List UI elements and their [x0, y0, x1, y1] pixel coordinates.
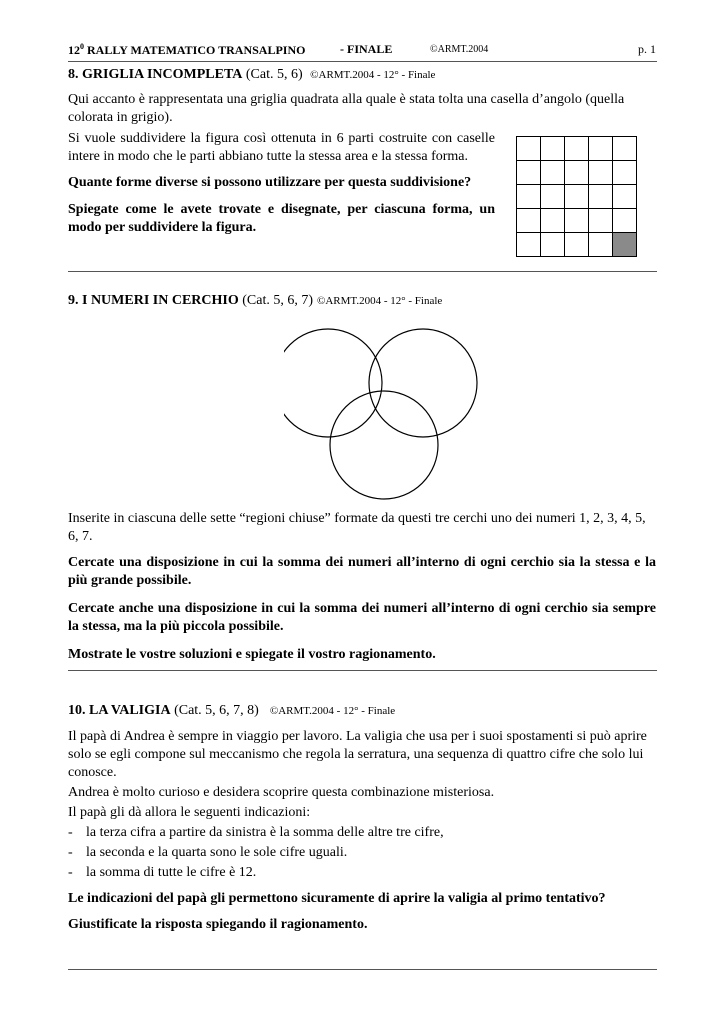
incomplete-grid-figure: [516, 136, 637, 257]
grid-cell: [589, 137, 613, 161]
problem-10: [68, 702, 656, 934]
list-item: [68, 864, 656, 882]
grid-cell: [565, 161, 589, 185]
list-item: [68, 844, 656, 862]
problem-10-paragraph-3: Il papà gli dà allora le seguenti indicazioni:: [68, 805, 311, 820]
grid-cell: [613, 209, 637, 233]
circle-right: [369, 329, 477, 437]
problem-9-statement: Inserite in ciascuna delle sette “regioni chiuse” formate da questi tre cerchi uno dei numeri 1, 2, 3, 4, 5, 6, 7.: [68, 511, 646, 544]
grid-cell: [589, 185, 613, 209]
problem-10-paragraph-1: Il papà di Andrea è sempre in viaggio per lavoro. La valigia che usa per i suoi spostamenti si può aprire solo se egli compone sul meccanismo che regola la serratura, una sequenza di quattro cifre che solo lui conosce.: [68, 729, 647, 780]
problem-8-instruction: Spiegate come le avete trovate e disegnate, per ciascuna forma, un modo per suddividere la figura.: [68, 202, 495, 235]
section-rule: [68, 271, 657, 272]
list-item: [68, 824, 656, 842]
problem-10-title: [68, 702, 656, 720]
problem-8-intro: Qui accanto è rappresentata una griglia quadrata alla quale è stata tolta una casella d’angolo (quella colorata in grigio).: [68, 92, 625, 125]
problem-9-question-2: Cercate anche una disposizione in cui la somma dei numeri all’interno di ogni cerchio sia sempre la stessa, ma la più piccola possibile.: [68, 601, 656, 634]
problem-10-question: Le indicazioni del papà gli permettono sicuramente di aprire la valigia al primo tentativo?: [68, 891, 606, 906]
problem-8-task: Si vuole suddividere la figura così ottenuta in 6 parti costruite con caselle intere in modo che le parti abbiano tutte la stessa area e la stessa forma.: [68, 131, 495, 164]
grid-cell: [565, 185, 589, 209]
problem-9-question-1: Cercate una disposizione in cui la somma dei numeri all’interno di ogni cerchio sia la stessa e la più grande possibile.: [68, 555, 656, 588]
problem-10-instruction: Giustificate la risposta spiegando il ragionamento.: [68, 917, 368, 932]
edition-number: 12: [68, 43, 80, 57]
grid-cell: [517, 161, 541, 185]
grid-cell: [613, 137, 637, 161]
header-copyright: ©ARMT.2004: [430, 44, 489, 55]
problem-title-text: 8. GRIGLIA INCOMPLETA: [68, 67, 243, 82]
problem-categories: (Cat. 5, 6, 7, 8): [174, 703, 259, 718]
problem-categories: (Cat. 5, 6, 7): [242, 293, 313, 308]
list-item-text: la somma di tutte le cifre è 12.: [86, 865, 257, 880]
grid-cell: [541, 233, 565, 257]
grid-cell: [517, 185, 541, 209]
bullet-dash: -: [68, 865, 73, 880]
problem-9-title: [68, 292, 656, 310]
problem-credit: ©ARMT.2004 - 12° - Finale: [317, 295, 443, 307]
problem-9-text: [68, 510, 656, 664]
grid-cell: [517, 137, 541, 161]
circle-left: [284, 329, 382, 437]
header-edition: [68, 42, 305, 58]
edition-suffix: 0: [80, 42, 84, 51]
grid-cell: [613, 185, 637, 209]
list-item-text: la terza cifra a partire da sinistra è la somma delle altre tre cifre,: [86, 825, 444, 840]
grid-svg: [516, 136, 637, 257]
grid-cell: [541, 209, 565, 233]
problem-9: [68, 292, 656, 310]
footer-rule: [68, 969, 657, 970]
grid-cell: [589, 209, 613, 233]
edition-title: RALLY MATEMATICO TRANSALPINO: [87, 43, 306, 57]
grid-cell: [565, 233, 589, 257]
problem-title-text: 9. I NUMERI IN CERCHIO: [68, 293, 239, 308]
problem-9-instruction: Mostrate le vostre soluzioni e spiegate il vostro ragionamento.: [68, 647, 436, 662]
grid-cell: [565, 137, 589, 161]
grid-cell: [589, 161, 613, 185]
problem-categories: (Cat. 5, 6): [245, 67, 303, 82]
grid-cell: [517, 233, 541, 257]
problem-credit: ©ARMT.2004 - 12° - Finale: [269, 705, 396, 717]
grid-cell: [541, 161, 565, 185]
grid-cell: [613, 161, 637, 185]
header-page-number: p. 1: [638, 42, 656, 56]
problem-credit: ©ARMT.2004 - 12° - Finale: [310, 69, 436, 81]
problem-8-title: [68, 66, 656, 84]
problem-10-paragraph-2: Andrea è molto curioso e desidera scoprire questa combinazione misteriosa.: [68, 785, 495, 800]
circle-bottom: [330, 391, 438, 499]
grid-cell-removed: [613, 233, 637, 257]
circles-svg: [284, 326, 484, 502]
grid-cell: [541, 137, 565, 161]
grid-cell: [589, 233, 613, 257]
header-rule: [68, 61, 657, 62]
bullet-dash: -: [68, 825, 73, 840]
problem-title-text: 10. LA VALIGIA: [68, 703, 171, 718]
bullet-dash: -: [68, 845, 73, 860]
header-stage: - FINALE: [340, 42, 393, 56]
problem-8-question: Quante forme diverse si possono utilizzare per questa suddivisione?: [68, 175, 472, 190]
three-circles-figure: [284, 326, 484, 502]
list-item-text: la seconda e la quarta sono le sole cifre uguali.: [86, 845, 348, 860]
page-header: [68, 40, 656, 60]
grid-cell: [541, 185, 565, 209]
section-rule: [68, 670, 657, 671]
grid-cell: [517, 209, 541, 233]
grid-cell: [565, 209, 589, 233]
